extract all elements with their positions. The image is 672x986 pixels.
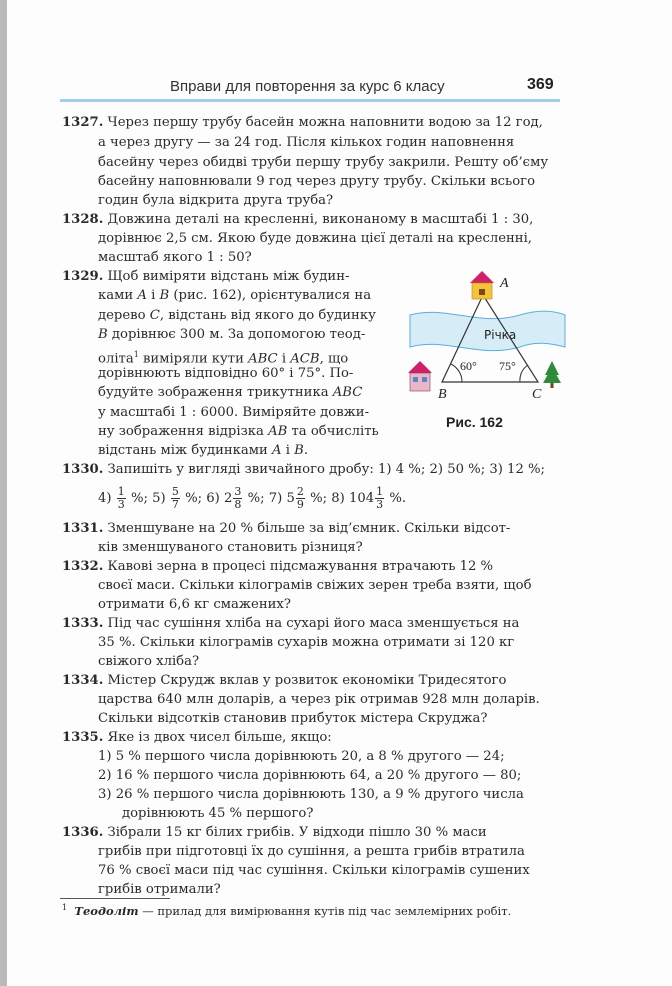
label-b: B (438, 387, 447, 402)
exercise-1333-line2: 35 %. Скільки кілограмів сухарів можна отримати зі 120 кг (98, 635, 515, 650)
exercise-1334-line3: Скільки відсотків становив прибуток містера Скруджа? (98, 711, 488, 726)
house-b-icon (408, 361, 432, 391)
house-a-icon (470, 271, 494, 299)
exercise-1336-line2: грибів при підготовці їх до сушіння, а решта грибів втратила (98, 844, 525, 859)
exercise-1331: 1331. Зменшуване на 20 % більше за від’ємник. Скільки відсот- (62, 521, 511, 536)
header-rule (60, 99, 560, 102)
exercise-1335: 1335. Яке із двох чисел більше, якщо: (62, 730, 332, 745)
exercise-1335-item3: 3) 26 % першого числа дорівнюють 130, а 9 % другого числа (98, 787, 524, 802)
angle-b-label: 60° (460, 359, 477, 373)
exercise-1329-line7: будуйте зображення трикутника ABC (98, 385, 363, 400)
exercise-1332-line2: своєї маси. Скільки кілограмів свіжих зерен треба взяти, щоб (98, 578, 532, 593)
exercise-1330: 1330. Запишіть у вигляді звичайного дробу: 1) 4 %; 2) 50 %; 3) 12 %; (62, 462, 545, 477)
exercise-1327-line4: басейну наповнювали 9 год через другу трубу. Скільки всього (98, 174, 536, 189)
river-label: Річка (484, 328, 517, 342)
exercise-1329-line3: дерево C, відстань від якого до будинку (98, 308, 376, 323)
exercise-1329-line6: дорівнюють відповідно 60° і 75°. По- (98, 366, 354, 381)
exercise-1333: 1333. Під час сушіння хліба на сухарі його маса зменшується на (62, 616, 520, 631)
page-number: 369 (527, 76, 554, 93)
fraction: $\frac{5}{7}$ (171, 485, 179, 511)
exercise-1331-line2: ків зменшуваного становить різниця? (98, 540, 363, 555)
exercise-1328-line2: дорівнює 2,5 см. Якою буде довжина цієї деталі на кресленні, (98, 231, 533, 246)
fraction: $\frac{1}{3}$ (117, 485, 125, 511)
exercise-1327-line3: басейну через обидві труби першу трубу закрили. Решту об’єму (98, 155, 549, 170)
exercise-1329: 1329. Щоб виміряти відстань між будин- (62, 269, 350, 284)
fraction: $\frac{2}{9}$ (296, 485, 304, 511)
label-a: A (500, 276, 509, 291)
exercise-1327: 1327. Через першу трубу басейн можна наповнити водою за 12 год, (62, 115, 543, 130)
exercise-1329-line9: ну зображення відрізка AB та обчисліть (98, 424, 379, 439)
exercise-1334: 1334. Містер Скрудж вклав у розвиток економіки Тридесятого (62, 673, 507, 688)
fraction: $\frac{3}{8}$ (234, 485, 242, 511)
tree-c-icon (543, 361, 561, 388)
exercise-1328: 1328. Довжина деталі на кресленні, виконаному в масштабі 1 : 30, (62, 212, 534, 227)
exercise-1329-line8: у масштабі 1 : 6000. Виміряйте довжи- (98, 405, 370, 420)
exercise-1336-line4: грибів отримали? (98, 882, 221, 897)
exercise-1329-line5: оліта$^1$ виміряли кути ABC і ACB, що (98, 350, 349, 367)
exercise-1333-line3: свіжого хліба? (98, 654, 200, 669)
exercise-1329-line2: ками A і B (рис. 162), орієнтувалися на (98, 288, 372, 303)
exercise-1334-line2: царства 640 млн доларів, а через рік отримав 928 млн доларів. (98, 692, 540, 707)
angle-c-arc (520, 365, 528, 382)
footnote: $^1$ Теодоліт — прилад для вимірювання кутів під час землемірних робіт. (62, 903, 512, 918)
exercise-1335-item2: 2) 16 % першого числа дорівнюють 64, а 20 % другого — 80; (98, 768, 522, 783)
exercise-1327-line2: а через другу — за 24 год. Після кількох годин наповнення (98, 135, 515, 150)
exercise-1332-line3: отримати 6,6 кг смажених? (98, 597, 291, 612)
exercise-1335-item1: 1) 5 % першого числа дорівнюють 20, а 8 % другого — 24; (98, 749, 505, 764)
exercise-1329-line4: B дорівнює 300 м. За допомогою теод- (98, 327, 366, 342)
exercise-1329-line10: відстань між будинками A і B. (98, 443, 309, 458)
exercise-1335-item3-cont: дорівнюють 45 % першого? (122, 806, 314, 821)
exercise-1327-line5: годин була відкрита друга труба? (98, 193, 334, 208)
running-header: Вправи для повторення за курс 6 класу (170, 78, 445, 95)
exercise-1336-line3: 76 % своєї маси під час сушіння. Скільки кілограмів сушених (98, 863, 530, 878)
fraction: $\frac{1}{3}$ (376, 485, 384, 511)
footnote-rule (60, 898, 170, 899)
angle-c-label: 75° (499, 359, 516, 373)
exercise-1336: 1336. Зібрали 15 кг білих грибів. У відходи пішло 30 % маси (62, 825, 487, 840)
label-c: C (532, 387, 542, 402)
figure-caption: Рис. 162 (446, 414, 503, 430)
exercise-1330-fractions: 4) $\frac{1}{3}$ %; 5) $\frac{5}{7}$ %; 6) 2 $\frac{3}{8}$ %; 7) 5 $\frac{2}{9}$ %; 8) 104 $\frac{1}{3}$ %. (98, 485, 407, 511)
page-edge (0, 0, 7, 986)
exercise-1328-line3: масштаб якого 1 : 50? (98, 250, 252, 265)
figure-162 (400, 265, 570, 405)
exercise-1332: 1332. Кавові зерна в процесі підсмажування втрачають 12 % (62, 559, 494, 574)
